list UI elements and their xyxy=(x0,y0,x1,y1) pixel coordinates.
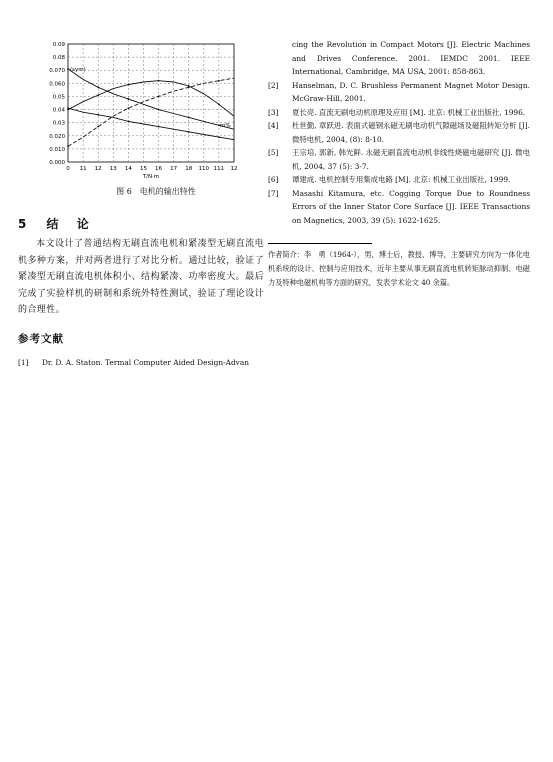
x-tick-label: 12 xyxy=(230,166,238,172)
reference-text: Hanselman, D. C. Brushless Permanent Magnet Motor Design. McGraw-Hill, 2001. xyxy=(292,80,530,103)
section-title-2: 论 xyxy=(76,217,89,231)
series-point xyxy=(127,107,129,109)
y-tick-label: 0.020 xyxy=(49,133,65,140)
series-point xyxy=(188,131,190,133)
reference-number: [1] xyxy=(18,357,29,367)
reference-text: 夏长亮. 直流无刷电动机原理及应用 [M]. 北京: 机械工业出版社, 1996. xyxy=(292,107,526,117)
series-point xyxy=(218,80,220,82)
y-tick-label: 0.070 xyxy=(49,68,65,75)
x-tick-label: 110 xyxy=(198,166,210,172)
reference-item xyxy=(268,173,530,187)
series-point xyxy=(97,114,99,116)
series-point xyxy=(97,94,99,96)
x-tick-label: 13 xyxy=(109,166,117,172)
author-note: 作者简介：李 勇（1964-），男，博士后，教授、博导，主要研究方向为一体化电机系统的设计、控制与应用技术，近年主要从事无刷直流电机转矩脉动抑制、电磁力及特种电磁机构等方面的研究，发表学术论文 40 余篇。 xyxy=(268,250,530,287)
x-tick-label: 0 xyxy=(66,166,70,172)
series-point xyxy=(127,120,129,122)
series-point xyxy=(218,136,220,138)
reference-item xyxy=(268,146,530,173)
annotation-label: (sym) xyxy=(70,67,86,73)
series-point xyxy=(67,107,69,109)
reference-continuation: cing the Revolution in Compact Motors [J]. Electric Machines and Drives Conference. 2001. IEMDC 2001. IEEE International, Cambridge, MA USA, 2001: 858-863. xyxy=(292,40,530,76)
x-tick-label: 12 xyxy=(94,166,102,172)
x-tick-label: 111 xyxy=(213,166,225,172)
x-tick-label: 15 xyxy=(139,166,147,172)
reference-number: [4] xyxy=(268,121,279,130)
reference-number: [7] xyxy=(268,188,279,198)
reference-item xyxy=(268,187,530,228)
footnote-rule xyxy=(268,243,372,244)
reference-number: [3] xyxy=(268,107,279,117)
series-point xyxy=(158,126,160,128)
series-point xyxy=(67,68,69,70)
series-point xyxy=(188,86,190,88)
reference-text: 杜世勤, 章跃进. 表面式磁钢永磁无刷电动机气隙磁场及磁阻转矩分析 [J]. 微特电机, 2004, (8): 8-10. xyxy=(292,121,530,144)
y-tick-label: 0.09 xyxy=(52,42,65,48)
left-column xyxy=(18,34,264,369)
series-point xyxy=(158,96,160,98)
series-point xyxy=(97,126,99,128)
reference-list xyxy=(268,79,530,228)
plot-frame xyxy=(68,44,234,162)
section-number: 5 xyxy=(18,217,27,231)
reference-text: Masashi Kitamura, etc. Cogging Torque Due to Roundness Errors of the Inner Stator Core Surface [J]. IEEE Transactions on Magnetics, 2003, 39 (5): 1622-1625. xyxy=(292,188,530,225)
right-column xyxy=(268,38,530,290)
reference-item xyxy=(18,356,264,370)
series-point xyxy=(188,117,190,119)
reference-number: [6] xyxy=(268,175,279,184)
section-heading xyxy=(18,215,264,232)
series-point xyxy=(127,84,129,86)
reference-number: [5] xyxy=(268,148,279,157)
y-tick-label: 0.04 xyxy=(52,107,65,114)
reference-item xyxy=(268,106,530,120)
output-characteristic-chart xyxy=(18,34,248,184)
reference-item xyxy=(268,119,530,146)
series-point xyxy=(67,145,69,147)
x-axis-label: T/N·m xyxy=(142,174,160,180)
series-point xyxy=(218,103,220,105)
reference-text: 谭建成. 电机控制专用集成电路 [M]. 北京: 机械工业出版社, 1999. xyxy=(292,175,511,184)
conclusion-paragraph: 本文设计了普通结构无刷直流电机和紧凑型无刷直流电机多种方案，并对两者进行了对比分析。通过比较，验证了紧凑型无刷直流电机体积小、结构紧凑、功率密度大。最后完成了实验样机的研制和系统外特性测试，验证了理论设计的合理性。 xyxy=(18,239,264,315)
x-tick-label: 11 xyxy=(79,166,87,172)
x-tick-label: 16 xyxy=(155,166,163,172)
reference-text: Dr. D. A. Staton. Termal Computer Aided Design-Advan xyxy=(42,357,250,367)
series-point xyxy=(158,109,160,111)
series-line xyxy=(68,78,234,146)
reference-text: 王宗培, 郭新, 韩光鲜. 永磁无刷直流电动机非线性烧磁电磁研究 [J]. 微电机, 2004, 37 (5): 3-7. xyxy=(292,148,530,171)
y-tick-label: 0.060 xyxy=(49,81,65,88)
references-heading: 参考文献 xyxy=(18,332,64,345)
annotation-label: m% xyxy=(220,123,231,129)
series-point xyxy=(127,98,129,100)
series-line xyxy=(68,69,234,129)
series-line xyxy=(68,108,234,140)
series-point xyxy=(158,80,160,82)
y-tick-label: 0.05 xyxy=(52,94,65,101)
section-title-1: 结 xyxy=(46,217,59,231)
y-tick-label: 0.010 xyxy=(49,146,65,153)
series-point xyxy=(97,86,99,88)
reference-item xyxy=(268,79,530,106)
series-line xyxy=(68,81,234,116)
x-tick-label: 18 xyxy=(185,166,193,172)
y-tick-label: 0.08 xyxy=(52,55,65,62)
y-tick-label: 0.03 xyxy=(52,120,65,127)
figure-caption: 图 6 电机的输出特性 xyxy=(116,187,196,196)
y-tick-label: 0.000 xyxy=(49,160,65,166)
x-tick-label: 17 xyxy=(170,166,178,172)
reference-number: [2] xyxy=(268,80,279,90)
x-tick-label: 14 xyxy=(124,166,132,172)
